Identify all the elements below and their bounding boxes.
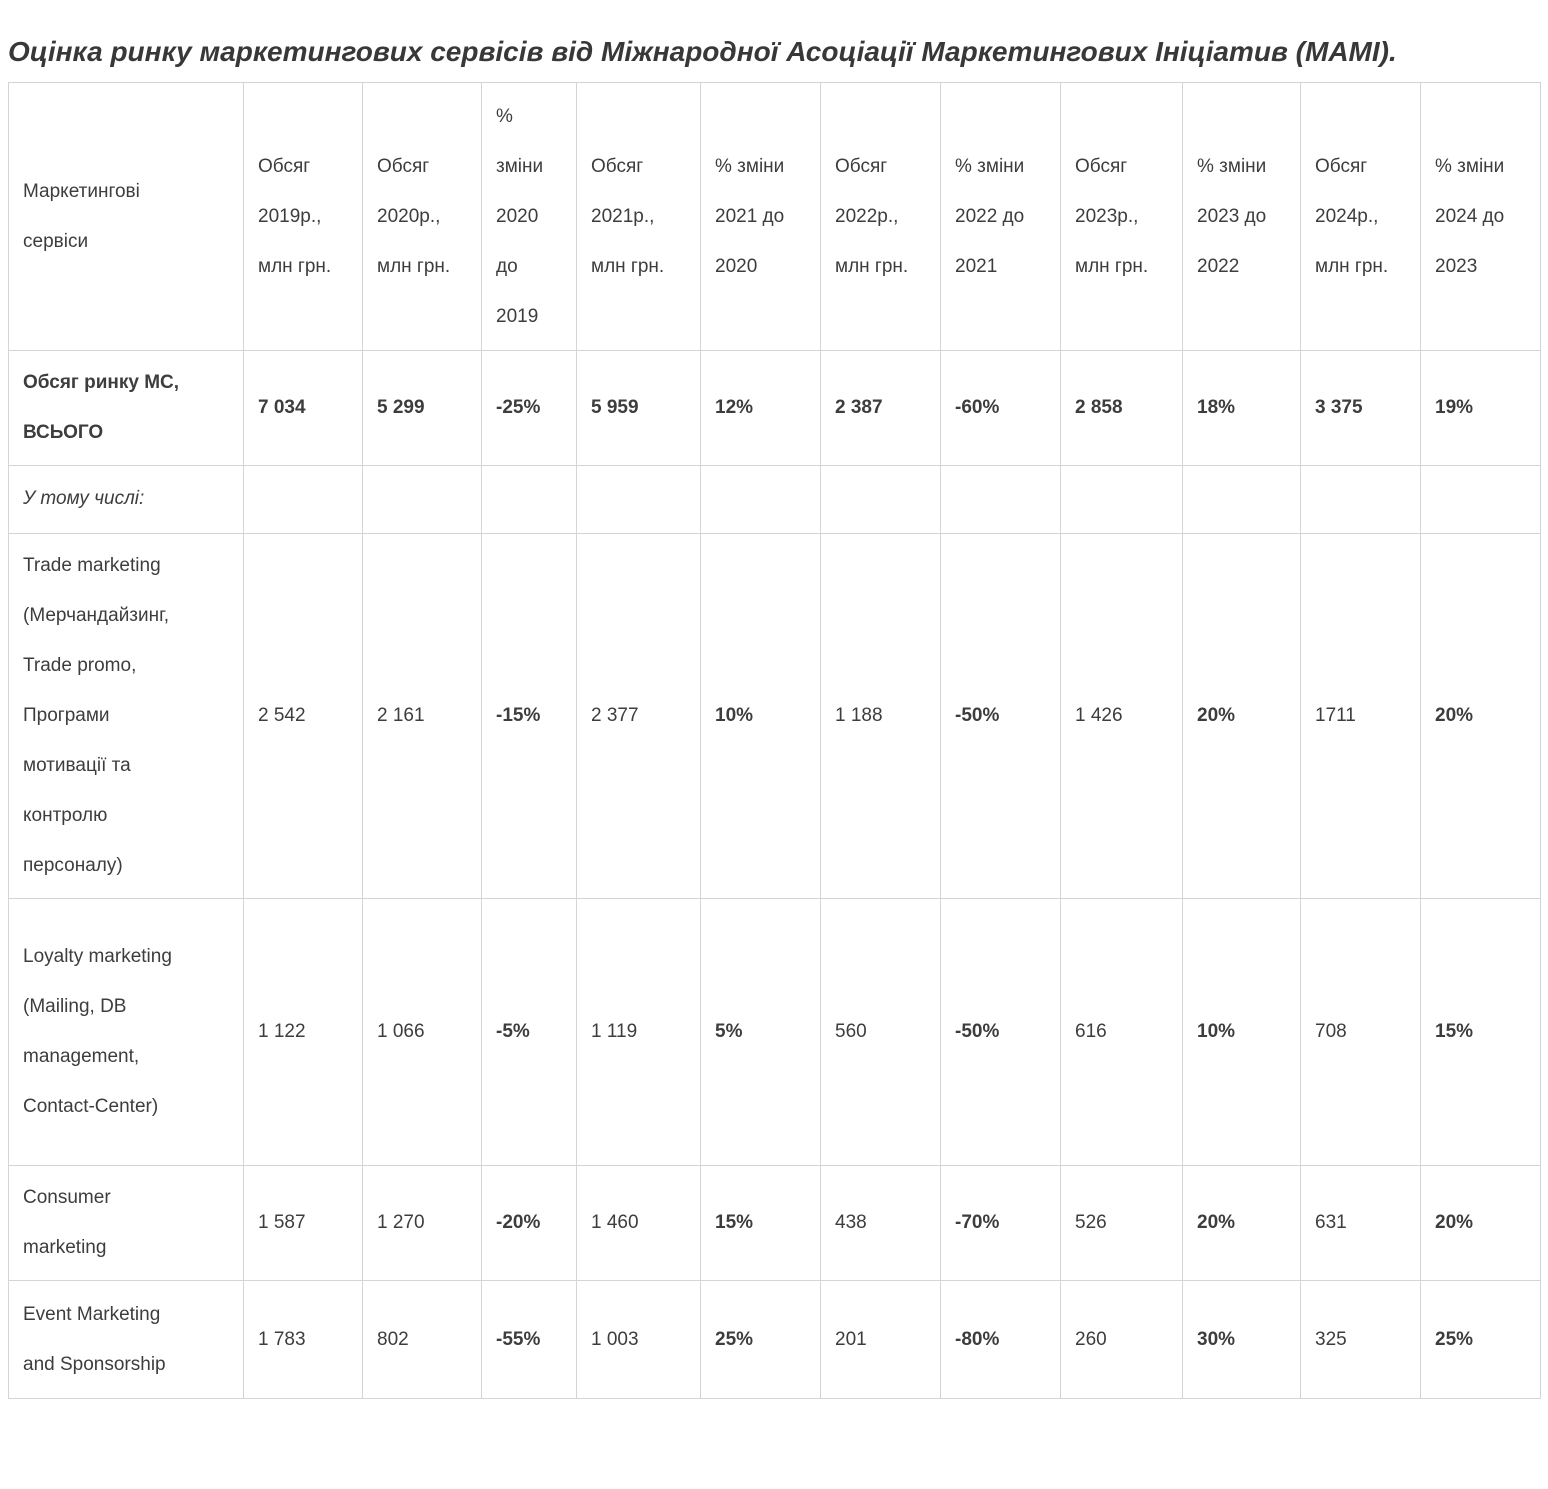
header-cell: Обсяг 2022р., млн грн. — [821, 83, 941, 351]
percent-change-cell: 30% — [1183, 1281, 1301, 1399]
row-label: Trade marketing (Мерчандайзинг, Trade promo, Програми мотивації та контролю персоналу) — [23, 555, 170, 876]
row-label: У тому числі: — [23, 488, 145, 510]
volume-cell: 5 299 — [363, 351, 482, 466]
volume-cell: 526 — [1061, 1166, 1183, 1281]
marketing-services-table — [8, 82, 1541, 1399]
table-row — [9, 466, 1541, 534]
percent-change-cell — [482, 466, 577, 534]
percent-change-cell: -80% — [941, 1281, 1061, 1399]
percent-change-cell: 15% — [1421, 899, 1541, 1166]
volume-cell — [821, 466, 941, 534]
percent-change-cell: 25% — [701, 1281, 821, 1399]
volume-cell — [244, 466, 363, 534]
header-cell: % зміни 2021 до 2020 — [701, 83, 821, 351]
row-label-cell — [9, 466, 244, 534]
row-label-cell — [9, 1281, 244, 1399]
percent-change-cell: -70% — [941, 1166, 1061, 1281]
volume-cell: 1711 — [1301, 534, 1421, 899]
header-cell: % зміни 2024 до 2023 — [1421, 83, 1541, 351]
volume-cell: 1 587 — [244, 1166, 363, 1281]
volume-cell: 1 066 — [363, 899, 482, 1166]
row-label-cell — [9, 1166, 244, 1281]
volume-cell: 2 161 — [363, 534, 482, 899]
header-cell: % зміни 2020 до 2019 — [482, 83, 577, 351]
volume-cell: 2 542 — [244, 534, 363, 899]
volume-cell: 7 034 — [244, 351, 363, 466]
percent-change-cell: 15% — [701, 1166, 821, 1281]
table-row — [9, 1166, 1541, 1281]
row-label-cell — [9, 899, 244, 1166]
row-label: Event Marketing and Sponsorship — [23, 1303, 166, 1375]
page-title: Оцінка ринку маркетингових сервісів від Міжнародної Асоціації Маркетингових Ініціатив (МАМІ). — [8, 36, 1397, 67]
percent-change-cell: 18% — [1183, 351, 1301, 466]
header-label: Маркетингові сервіси — [23, 180, 140, 252]
percent-change-cell: -50% — [941, 899, 1061, 1166]
percent-change-cell: -5% — [482, 899, 577, 1166]
volume-cell: 2 858 — [1061, 351, 1183, 466]
table-row — [9, 899, 1541, 1166]
volume-cell: 1 426 — [1061, 534, 1183, 899]
percent-change-cell: 20% — [1183, 1166, 1301, 1281]
volume-cell: 631 — [1301, 1166, 1421, 1281]
volume-cell — [363, 466, 482, 534]
volume-cell — [577, 466, 701, 534]
table-body — [9, 351, 1541, 1399]
row-label: Consumer marketing — [23, 1187, 111, 1258]
volume-cell: 5 959 — [577, 351, 701, 466]
percent-change-cell — [941, 466, 1061, 534]
volume-cell: 1 270 — [363, 1166, 482, 1281]
row-label: Loyalty marketing (Mailing, DB management, Contact-Center) — [23, 946, 172, 1117]
percent-change-cell: 19% — [1421, 351, 1541, 466]
volume-cell: 1 460 — [577, 1166, 701, 1281]
volume-cell: 325 — [1301, 1281, 1421, 1399]
volume-cell: 1 122 — [244, 899, 363, 1166]
volume-cell — [1301, 466, 1421, 534]
volume-cell: 3 375 — [1301, 351, 1421, 466]
table-row — [9, 351, 1541, 466]
header-cell: % зміни 2023 до 2022 — [1183, 83, 1301, 351]
header-cell: % зміни 2022 до 2021 — [941, 83, 1061, 351]
percent-change-cell: -20% — [482, 1166, 577, 1281]
row-label: Обсяг ринку МС, ВСЬОГО — [23, 372, 180, 443]
percent-change-cell: 20% — [1421, 534, 1541, 899]
header-cell: Обсяг 2024р., млн грн. — [1301, 83, 1421, 351]
volume-cell: 560 — [821, 899, 941, 1166]
volume-cell: 2 387 — [821, 351, 941, 466]
percent-change-cell: 10% — [701, 534, 821, 899]
percent-change-cell: 20% — [1421, 1166, 1541, 1281]
percent-change-cell: 20% — [1183, 534, 1301, 899]
volume-cell: 1 783 — [244, 1281, 363, 1399]
table-row — [9, 1281, 1541, 1399]
volume-cell: 260 — [1061, 1281, 1183, 1399]
header-cell: Обсяг 2021р., млн грн. — [577, 83, 701, 351]
percent-change-cell: -60% — [941, 351, 1061, 466]
percent-change-cell — [701, 466, 821, 534]
volume-cell: 616 — [1061, 899, 1183, 1166]
header-cell: Обсяг 2020р., млн грн. — [363, 83, 482, 351]
header-cell: Обсяг 2023р., млн грн. — [1061, 83, 1183, 351]
header-row — [9, 83, 1541, 351]
table-row — [9, 534, 1541, 899]
volume-cell: 1 003 — [577, 1281, 701, 1399]
header-cell: Обсяг 2019р., млн грн. — [244, 83, 363, 351]
volume-cell: 708 — [1301, 899, 1421, 1166]
percent-change-cell: 10% — [1183, 899, 1301, 1166]
volume-cell: 201 — [821, 1281, 941, 1399]
percent-change-cell — [1183, 466, 1301, 534]
percent-change-cell: -50% — [941, 534, 1061, 899]
volume-cell — [1061, 466, 1183, 534]
percent-change-cell: -25% — [482, 351, 577, 466]
row-label-cell — [9, 351, 244, 466]
percent-change-cell: 12% — [701, 351, 821, 466]
percent-change-cell: 5% — [701, 899, 821, 1166]
volume-cell: 802 — [363, 1281, 482, 1399]
volume-cell: 1 119 — [577, 899, 701, 1166]
percent-change-cell: -55% — [482, 1281, 577, 1399]
volume-cell: 438 — [821, 1166, 941, 1281]
percent-change-cell: 25% — [1421, 1281, 1541, 1399]
percent-change-cell — [1421, 466, 1541, 534]
volume-cell: 1 188 — [821, 534, 941, 899]
percent-change-cell: -15% — [482, 534, 577, 899]
header-cell — [9, 83, 244, 351]
volume-cell: 2 377 — [577, 534, 701, 899]
row-label-cell — [9, 534, 244, 899]
